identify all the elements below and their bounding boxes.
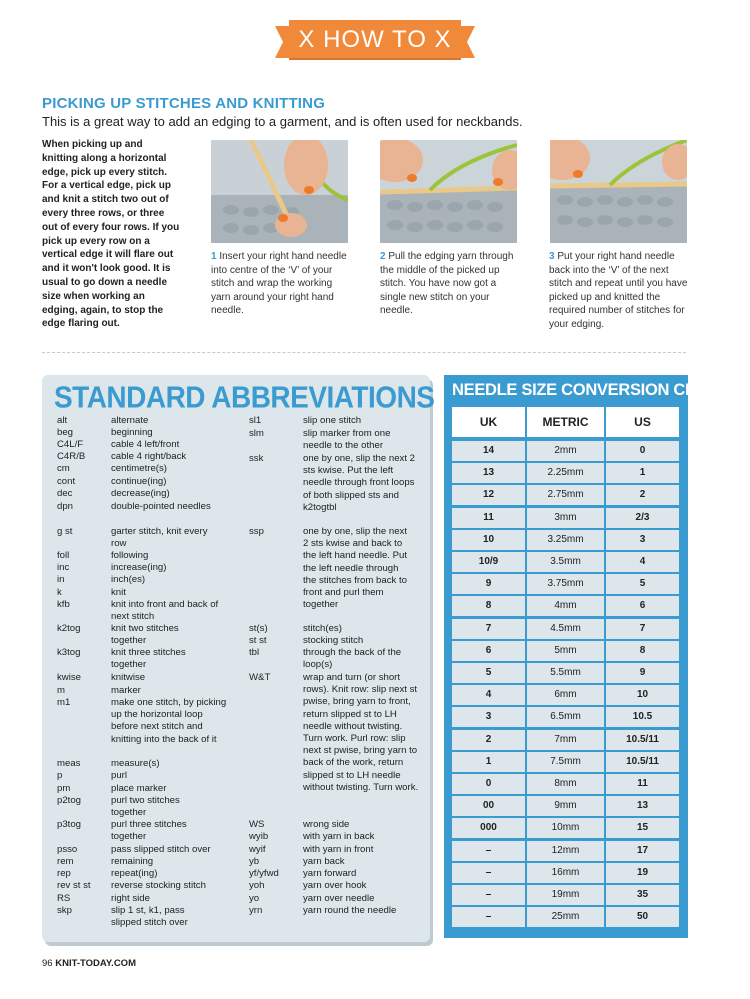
needle-metric-cell: 4.5mm [527, 619, 604, 639]
needle-uk-cell: 1 [452, 752, 525, 772]
abbr-definition: knit into front and back of next stitch [111, 599, 219, 623]
needle-metric-cell: 7mm [527, 730, 604, 750]
abbr-term: kfb [57, 599, 70, 610]
needle-metric-cell: 5mm [527, 641, 604, 661]
abbr-term: k3tog [57, 647, 81, 658]
abbr-term: p3tog [57, 819, 82, 830]
abbr-term: yo [249, 893, 260, 904]
needle-us-cell: 15 [606, 818, 679, 838]
needle-us-cell: 10.5/11 [606, 730, 679, 750]
abbreviations-title: STANDARD ABBREVIATIONS [54, 380, 435, 415]
needle-us-cell: 11 [606, 774, 679, 794]
needle-uk-cell: 11 [452, 508, 525, 528]
step-1-caption [211, 250, 351, 318]
abbr-definition: one by one, slip the next 2 sts kwise. Put the left needle through front loops of both slipped sts and k2togtbl [303, 453, 416, 513]
abbr-definition: stitch(es) [303, 623, 342, 634]
needle-metric-cell: 10mm [527, 818, 604, 838]
needle-header-uk: UK [452, 407, 525, 437]
abbr-definition: reverse stocking stitch [111, 880, 206, 891]
needle-us-cell: 13 [606, 796, 679, 816]
abbr-term: yrn [249, 905, 263, 916]
abbr-definition: right side [111, 893, 150, 904]
needle-uk-cell: 0 [452, 774, 525, 794]
needle-metric-cell: 12mm [527, 841, 604, 861]
needle-us-cell: 1 [606, 463, 679, 483]
step-2-caption [380, 250, 520, 318]
abbr-definition: wrong side [303, 819, 350, 830]
abbr-term: dpn [57, 501, 74, 512]
abbr-definition: with yarn in back [303, 831, 375, 842]
step-text: Put your right hand needle back into the ‘V’ of the next stitch and repeat until you have picked up and knitted the required number of stitches for your edging. [549, 251, 688, 330]
needle-uk-cell: 13 [452, 463, 525, 483]
abbr-definition: yarn over hook [303, 880, 367, 891]
step-text: Pull the edging yarn through the middle of the picked up stitch. You have now got a single new stitch on your needle. [380, 251, 514, 317]
abbr-term: beg [57, 427, 74, 438]
abbr-definition: one by one, slip the next 2 sts kwise and back to the left hand needle. Put the left needle through the stitches from back to front and purl them together [303, 526, 408, 611]
abbr-term: st(s) [249, 623, 268, 634]
needle-uk-cell: – [452, 841, 525, 861]
abbr-term: yoh [249, 880, 265, 891]
abbr-definition: marker [111, 685, 141, 696]
needle-metric-cell: 8mm [527, 774, 604, 794]
needle-us-cell: 0 [606, 441, 679, 461]
abbr-term: C4L/F [57, 439, 84, 450]
needle-us-cell: 3 [606, 530, 679, 550]
abbr-definition: through the back of the loop(s) [303, 647, 402, 671]
needle-us-cell: 2/3 [606, 508, 679, 528]
abbr-term: WS [249, 819, 265, 830]
abbr-definition: purl two stitches together [111, 795, 180, 819]
abbr-term: tbl [249, 647, 260, 658]
abbr-term: W&T [249, 672, 271, 683]
needle-metric-cell: 5.5mm [527, 663, 604, 683]
abbr-definition: yarn round the needle [303, 905, 397, 916]
abbr-term: psso [57, 844, 78, 855]
abbr-term: ssp [249, 526, 264, 537]
needle-uk-cell: 00 [452, 796, 525, 816]
needle-uk-cell: 6 [452, 641, 525, 661]
abbr-term: m [57, 685, 65, 696]
needle-metric-cell: 9mm [527, 796, 604, 816]
abbr-definition: repeat(ing) [111, 868, 158, 879]
needle-metric-cell: 6mm [527, 685, 604, 705]
abbr-term: C4R/B [57, 451, 86, 462]
abbr-term: k2tog [57, 623, 81, 634]
section-divider [42, 352, 686, 353]
abbr-term: rev st st [57, 880, 91, 891]
needle-us-cell: 35 [606, 885, 679, 905]
needle-us-cell: 5 [606, 574, 679, 594]
abbr-definition: beginning [111, 427, 153, 438]
abbr-definition: cable 4 right/back [111, 451, 187, 462]
step-2-photo [380, 140, 517, 243]
abbr-term: k [57, 587, 62, 598]
abbr-term: rem [57, 856, 74, 867]
needle-metric-cell: 19mm [527, 885, 604, 905]
needle-metric-cell: 25mm [527, 907, 604, 927]
needle-uk-cell: – [452, 885, 525, 905]
step-3-caption [549, 250, 689, 332]
needle-metric-cell: 4mm [527, 596, 604, 616]
abbr-definition: following [111, 550, 149, 561]
abbr-term: in [57, 574, 65, 585]
intro-text: When picking up and knitting along a horizontal edge, pick up every stitch. For a vertical edge, pick up and knit a stitch two out of every three rows, or three out of every four rows. If you pick up every row on a vertical edge it will flare out and it won't look good. It is usual to go down a needle size when working an edging, again, to stop the edge flaring out. [42, 139, 180, 330]
abbr-definition: place marker [111, 783, 167, 794]
banner-label: X HOW TO X [298, 26, 452, 53]
needle-metric-cell: 3.5mm [527, 552, 604, 572]
abbr-definition: alternate [111, 415, 149, 426]
needle-uk-cell: 5 [452, 663, 525, 683]
page-footer [42, 958, 136, 969]
needle-uk-cell: – [452, 863, 525, 883]
abbr-definition: centimetre(s) [111, 463, 167, 474]
abbr-term: wyif [249, 844, 266, 855]
abbr-definition: purl three stitches together [111, 819, 187, 843]
abbr-term: meas [57, 758, 81, 769]
needle-metric-cell: 2mm [527, 441, 604, 461]
needle-uk-cell: 7 [452, 619, 525, 639]
needle-uk-cell: 10 [452, 530, 525, 550]
abbr-definition: yarn forward [303, 868, 357, 879]
step-number: 2 [380, 251, 386, 262]
step-text: Insert your right hand needle into centre of the ‘V’ of your stitch and wrap the working yarn around your right hand needle. [211, 251, 347, 317]
abbr-definition: knit [111, 587, 126, 598]
needle-metric-cell: 2.25mm [527, 463, 604, 483]
needle-us-cell: 8 [606, 641, 679, 661]
abbr-definition: remaining [111, 856, 154, 867]
abbr-term: yf/yfwd [249, 868, 279, 879]
abbr-term: wyib [249, 831, 269, 842]
needle-metric-cell: 7.5mm [527, 752, 604, 772]
abbr-term: m1 [57, 697, 71, 708]
abbr-term: pm [57, 783, 71, 794]
abbr-term: cont [57, 476, 76, 487]
step-3-photo [550, 140, 687, 243]
needle-us-cell: 10.5 [606, 707, 679, 727]
abbr-term: sl1 [249, 415, 262, 426]
needle-uk-cell: 2 [452, 730, 525, 750]
abbr-term: g st [57, 526, 73, 537]
abbr-term: yb [249, 856, 260, 867]
needle-us-cell: 7 [606, 619, 679, 639]
needle-metric-cell: 16mm [527, 863, 604, 883]
needle-uk-cell: 14 [452, 441, 525, 461]
abbr-definition: continue(ing) [111, 476, 167, 487]
abbr-term: st st [249, 635, 267, 646]
needle-uk-cell: 12 [452, 485, 525, 505]
page-number: 96 [42, 958, 53, 969]
abbr-term: cm [57, 463, 70, 474]
abbr-definition: pass slipped stitch over [111, 844, 211, 855]
abbr-definition: yarn over needle [303, 893, 375, 904]
abbr-term: ssk [249, 453, 264, 464]
abbr-definition: stocking stitch [303, 635, 364, 646]
abbr-definition: garter stitch, knit every row [111, 526, 208, 550]
needle-header-us: US [606, 407, 679, 437]
abbr-definition: with yarn in front [303, 844, 374, 855]
abbr-definition: double-pointed needles [111, 501, 211, 512]
abbr-definition: slip one stitch [303, 415, 362, 426]
abbr-term: alt [57, 415, 68, 426]
site-name: KNIT-TODAY.COM [55, 958, 136, 969]
abbr-term: p [57, 770, 63, 781]
abbr-term: slm [249, 428, 264, 439]
needle-metric-cell: 3.25mm [527, 530, 604, 550]
needle-metric-cell: 2.75mm [527, 485, 604, 505]
abbr-definition: inch(es) [111, 574, 146, 585]
abbr-term: inc [57, 562, 70, 573]
step-number: 1 [211, 251, 217, 262]
needle-header-metric: METRIC [527, 407, 604, 437]
needle-us-cell: 2 [606, 485, 679, 505]
step-number: 3 [549, 251, 555, 262]
section-subtitle: This is a great way to add an edging to a garment, and is often used for neckbands. [42, 114, 523, 129]
needle-us-cell: 6 [606, 596, 679, 616]
needle-metric-cell: 6.5mm [527, 707, 604, 727]
abbr-definition: purl [111, 770, 127, 781]
abbr-term: RS [57, 893, 71, 904]
abbr-definition: measure(s) [111, 758, 160, 769]
abbr-definition: yarn back [303, 856, 345, 867]
needle-uk-cell: 4 [452, 685, 525, 705]
needle-metric-cell: 3.75mm [527, 574, 604, 594]
needle-uk-cell: 8 [452, 596, 525, 616]
abbr-definition: slip 1 st, k1, pass slipped stitch over [111, 905, 188, 929]
section-title: PICKING UP STITCHES AND KNITTING [42, 95, 326, 112]
needle-uk-cell: 10/9 [452, 552, 525, 572]
abbr-term: kwise [57, 672, 81, 683]
abbr-term: p2tog [57, 795, 82, 806]
needle-us-cell: 10 [606, 685, 679, 705]
abbr-definition: slip marker from one needle to the other [303, 428, 391, 452]
abbr-term: foll [57, 550, 70, 561]
abbr-definition: knit three stitches together [111, 647, 186, 671]
abbr-term: skp [57, 905, 72, 916]
needle-us-cell: 17 [606, 841, 679, 861]
needle-us-cell: 9 [606, 663, 679, 683]
abbr-definition: knitwise [111, 672, 146, 683]
needle-uk-cell: 3 [452, 707, 525, 727]
needle-uk-cell: – [452, 907, 525, 927]
needle-us-cell: 19 [606, 863, 679, 883]
abbr-definition: increase(ing) [111, 562, 167, 573]
abbr-term: rep [57, 868, 71, 879]
needle-chart-title: NEEDLE SIZE CONVERSION CHART [452, 381, 730, 399]
abbr-term: dec [57, 488, 73, 499]
abbr-definition: make one stitch, by picking up the horizontal loop before next stitch and knitting into the back of it [111, 697, 227, 745]
needle-uk-cell: 9 [452, 574, 525, 594]
needle-us-cell: 4 [606, 552, 679, 572]
needle-metric-cell: 3mm [527, 508, 604, 528]
how-to-banner [275, 20, 475, 64]
abbr-definition: decrease(ing) [111, 488, 170, 499]
needle-uk-cell: 000 [452, 818, 525, 838]
needle-us-cell: 50 [606, 907, 679, 927]
abbr-definition: wrap and turn (or short rows). Knit row: slip next st pwise, bring yarn to front, return slipped st to LH needle without twisting. Turn work. Purl row: slip next st pwise, bring yarn to back of the work, return slipped st to LH needle without twisting. Turn work. [303, 672, 419, 793]
abbr-definition: knit two stitches together [111, 623, 179, 647]
step-1-photo [211, 140, 348, 243]
abbr-definition: cable 4 left/front [111, 439, 180, 450]
needle-us-cell: 10.5/11 [606, 752, 679, 772]
